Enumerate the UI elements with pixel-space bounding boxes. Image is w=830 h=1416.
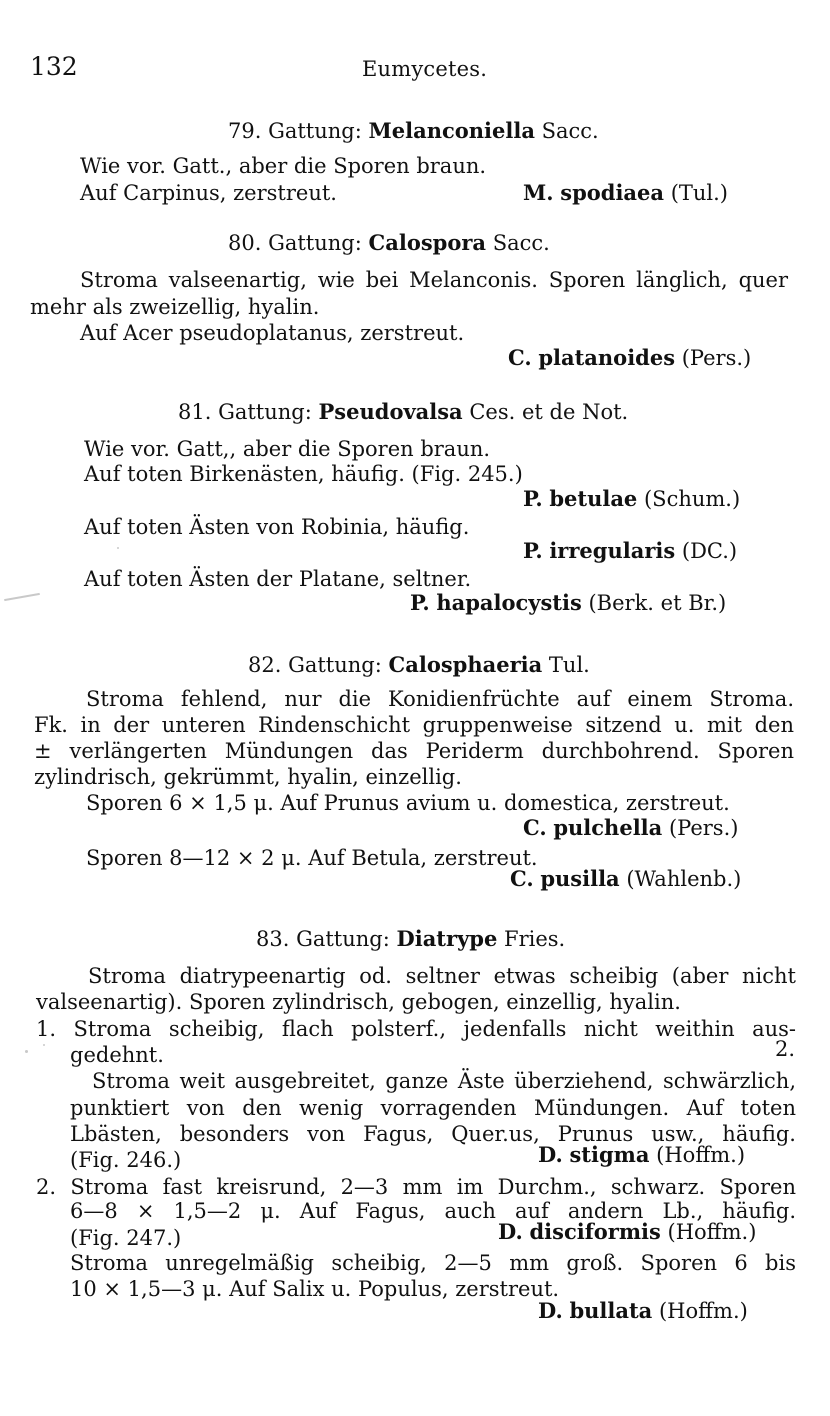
section-81-genus: Pseudovalsa <box>318 399 463 424</box>
section-79-heading <box>228 118 599 144</box>
section-83-line-4-key-number: 2. <box>775 1037 796 1061</box>
species-author: (Hoffm.) <box>667 1220 757 1244</box>
page-number: 132 <box>30 52 78 81</box>
species-abbr: D. <box>538 1298 563 1323</box>
section-83-line-1: Stroma diatrypeenartig od. seltner etwas scheibig (aber nicht <box>88 964 796 988</box>
section-83-species-2 <box>498 1219 756 1245</box>
running-title: Eumycetes. <box>362 57 488 81</box>
section-82-author: Tul. <box>548 653 590 677</box>
section-80-genus: Calospora <box>368 230 487 255</box>
section-80-line-2: mehr als zweizellig, hyalin. <box>30 295 320 319</box>
species-epithet: bullata <box>569 1298 653 1323</box>
species-abbr: C. <box>523 815 547 840</box>
section-82-line-1: Stroma fehlend, nur die Konidienfrüchte auf einem Stroma. <box>86 687 794 711</box>
section-83-line-12: Stroma unregelmäßig scheibig, 2—5 mm groß. Sporen 6 bis <box>70 1251 796 1275</box>
species-abbr: D. <box>538 1142 563 1167</box>
section-80-species-1 <box>508 345 751 371</box>
species-abbr: P. <box>523 486 543 511</box>
section-83-line-3: 1. Stroma scheibig, flach polsterf., jedenfalls nicht weithin aus- <box>36 1017 796 1041</box>
section-83-heading-prefix: 83. Gattung: <box>256 927 390 951</box>
species-epithet: spodiaea <box>560 180 664 205</box>
section-82-heading <box>248 652 590 678</box>
section-79-species-1 <box>523 180 728 206</box>
species-abbr: P. <box>410 590 430 615</box>
section-82-line-5: Sporen 6 × 1,5 μ. Auf Prunus avium u. domestica, zerstreut. <box>86 791 730 815</box>
section-81-line-4: Auf toten Ästen der Platane, seltner. <box>84 567 472 591</box>
section-82-species-2 <box>510 866 741 892</box>
margin-mark <box>4 593 40 601</box>
section-79-line-1: Wie vor. Gatt., aber die Sporen braun. <box>80 154 487 178</box>
section-83-species-3 <box>538 1298 748 1324</box>
section-80-heading-prefix: 80. Gattung: <box>228 231 362 255</box>
section-81-species-1 <box>523 486 740 512</box>
running-head <box>30 52 790 86</box>
section-83-author: Fries. <box>504 927 566 951</box>
section-81-line-2: Auf toten Birkenästen, häufig. (Fig. 245.) <box>84 462 523 486</box>
species-author: (DC.) <box>681 539 738 563</box>
section-80-line-1: Stroma valseenartig, wie bei Melanconis. Sporen länglich, quer <box>80 268 788 292</box>
section-82-line-4: zylindrisch, gekrümmt, hyalin, einzellig. <box>34 765 462 789</box>
section-81-heading <box>178 399 628 425</box>
section-80-author: Sacc. <box>492 231 550 255</box>
margin-dot <box>25 1050 28 1053</box>
species-author: (Hoffm.) <box>658 1299 748 1323</box>
section-80-heading <box>228 230 550 256</box>
species-author: (Pers.) <box>681 346 752 370</box>
section-83-species-1 <box>538 1142 745 1168</box>
section-81-line-3: Auf toten Ästen von Robinia, häufig. <box>84 515 470 539</box>
section-83-line-4: gedehnt. <box>70 1043 164 1067</box>
section-81-heading-prefix: 81. Gattung: <box>178 400 312 424</box>
section-81-species-2 <box>523 538 737 564</box>
section-83-line-13: 10 × 1,5—3 μ. Auf Salix u. Populus, zerstreut. <box>70 1277 560 1301</box>
section-82-line-3: ± verlängerten Mündungen das Periderm durchbohrend. Sporen <box>34 739 794 763</box>
section-82-line-2: Fk. in der unteren Rindenschicht gruppenweise sitzend u. mit den <box>34 713 794 737</box>
species-author: (Berk. et Br.) <box>588 591 727 615</box>
species-author: (Pers.) <box>668 816 739 840</box>
species-epithet: hapalocystis <box>436 590 582 615</box>
section-83-line-7: Lbästen, besonders von Fagus, Quer.us, Prunus usw., häufig. <box>70 1122 796 1146</box>
species-author: (Hoffm.) <box>656 1143 746 1167</box>
section-79-genus: Melanconiella <box>368 118 535 143</box>
species-author: (Wahlenb.) <box>626 867 742 891</box>
section-83-line-6: punktiert von den wenig vorragenden Mündungen. Auf toten <box>70 1096 796 1120</box>
section-79-heading-prefix: 79. Gattung: <box>228 119 362 143</box>
species-abbr: C. <box>510 866 534 891</box>
species-author: (Schum.) <box>643 487 741 511</box>
species-epithet: irregularis <box>549 538 676 563</box>
species-abbr: D. <box>498 1219 523 1244</box>
species-epithet: betulae <box>549 486 638 511</box>
section-83-genus: Diatrype <box>396 926 498 951</box>
section-81-species-3 <box>410 590 726 616</box>
section-83-line-9: 2. Stroma fast kreisrund, 2—3 mm im Durchm., schwarz. Sporen <box>36 1175 796 1199</box>
species-author: (Tul.) <box>670 181 728 205</box>
section-79-author: Sacc. <box>541 119 599 143</box>
section-82-genus: Calosphaeria <box>388 652 543 677</box>
section-82-line-6: Sporen 8—12 × 2 μ. Auf Betula, zerstreut. <box>86 846 538 870</box>
section-83-line-2: valseenartig). Sporen zylindrisch, gebogen, einzellig, hyalin. <box>36 990 681 1014</box>
species-epithet: stigma <box>569 1142 650 1167</box>
paper-speck <box>117 547 119 549</box>
section-79-line-2: Auf Carpinus, zerstreut. <box>80 181 337 205</box>
section-83-line-8: (Fig. 246.) <box>70 1148 182 1172</box>
section-83-line-5: Stroma weit ausgebreitet, ganze Äste überziehend, schwärzlich, <box>92 1069 796 1093</box>
species-epithet: pulchella <box>553 815 663 840</box>
section-81-author: Ces. et de Not. <box>469 400 629 424</box>
species-abbr: M. <box>523 180 554 205</box>
species-abbr: P. <box>523 538 543 563</box>
section-81-line-1: Wie vor. Gatt,, aber die Sporen braun. <box>84 437 491 461</box>
section-83-line-11: (Fig. 247.) <box>70 1226 182 1250</box>
margin-dot <box>43 1044 45 1046</box>
section-80-line-3: Auf Acer pseudoplatanus, zerstreut. <box>80 321 465 345</box>
section-83-heading <box>256 926 565 952</box>
section-82-heading-prefix: 82. Gattung: <box>248 653 382 677</box>
section-82-species-1 <box>523 815 738 841</box>
species-epithet: disciformis <box>529 1219 661 1244</box>
species-epithet: platanoides <box>538 345 676 370</box>
species-abbr: C. <box>508 345 532 370</box>
section-83-line-10: 6—8 × 1,5—2 μ. Auf Fagus, auch auf andern Lb., häufig. <box>70 1199 796 1223</box>
species-epithet: pusilla <box>540 866 620 891</box>
